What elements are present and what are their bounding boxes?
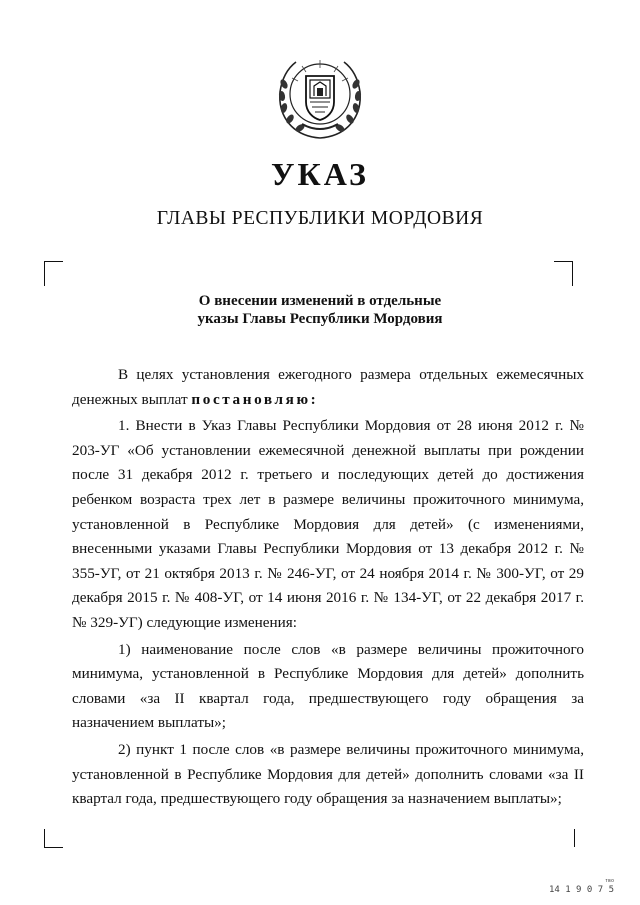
intro-text: В целях установления ежегодного размера отдельных ежемесячных денежных выплат: [72, 366, 584, 408]
heading-line-1: О внесении изменений в отдельные: [198, 293, 442, 309]
stamp-small-text: тво: [604, 878, 614, 884]
corner-mark-bottom-right: [556, 829, 575, 847]
heading-line-2: указы Главы Республики Мордовия: [197, 311, 443, 327]
paragraph-2: 1) наименование после слов «в размере величины прожиточного минимума, установленной в Республике Мордовия для детей» дополнить словами «за II квартал года, предшествующего году обращения за назначением выплаты»;: [72, 640, 584, 732]
intro-emphasis: постановляю:: [191, 390, 319, 408]
document-title: УКАЗ: [271, 156, 369, 192]
paragraph-3: 2) пункт 1 после слов «в размере величины прожиточного минимума, установленной в Республике Мордовия для детей» дополнить словами «за II квартал года, предшествующего году обращения за назначением выплаты»;: [72, 740, 584, 808]
corner-mark-bottom-left: [44, 829, 63, 848]
decree-body: [72, 363, 584, 812]
corner-mark-top-right: [554, 261, 573, 286]
decree-heading: [0, 292, 640, 328]
coat-of-arms-icon: [272, 44, 368, 142]
intro-paragraph: [72, 363, 584, 412]
document-subtitle: ГЛАВЫ РЕСПУБЛИКИ МОРДОВИЯ: [156, 208, 484, 229]
stamp-code: 14 1 9 0 7 5: [548, 885, 614, 895]
corner-mark-top-left: [44, 261, 63, 286]
registration-stamp: [549, 877, 614, 895]
paragraph-1: 1. Внести в Указ Главы Республики Мордовия от 28 июня 2012 г. № 203-УГ «Об установлении ежемесячной денежной выплаты при рождении после 31 декабря 2012 г. третьего и последующих детей до достижения ребенком возраста трех лет в размере величины прожиточного минимума, установленной в Республике Мордовия для детей» (с изменениями, внесенными указами Главы Республики Мордовия от 13 декабря 2012 г. № 355-УГ, от 21 октября 2013 г. № 246-УГ, от 24 ноября 2014 г. № 300-УГ, от 29 декабря 2015 г. № 408-УГ, от 14 июня 2016 г. № 134-УГ, от 22 декабря 2017 г. № 329-УГ) следующие изменения:: [72, 417, 584, 631]
